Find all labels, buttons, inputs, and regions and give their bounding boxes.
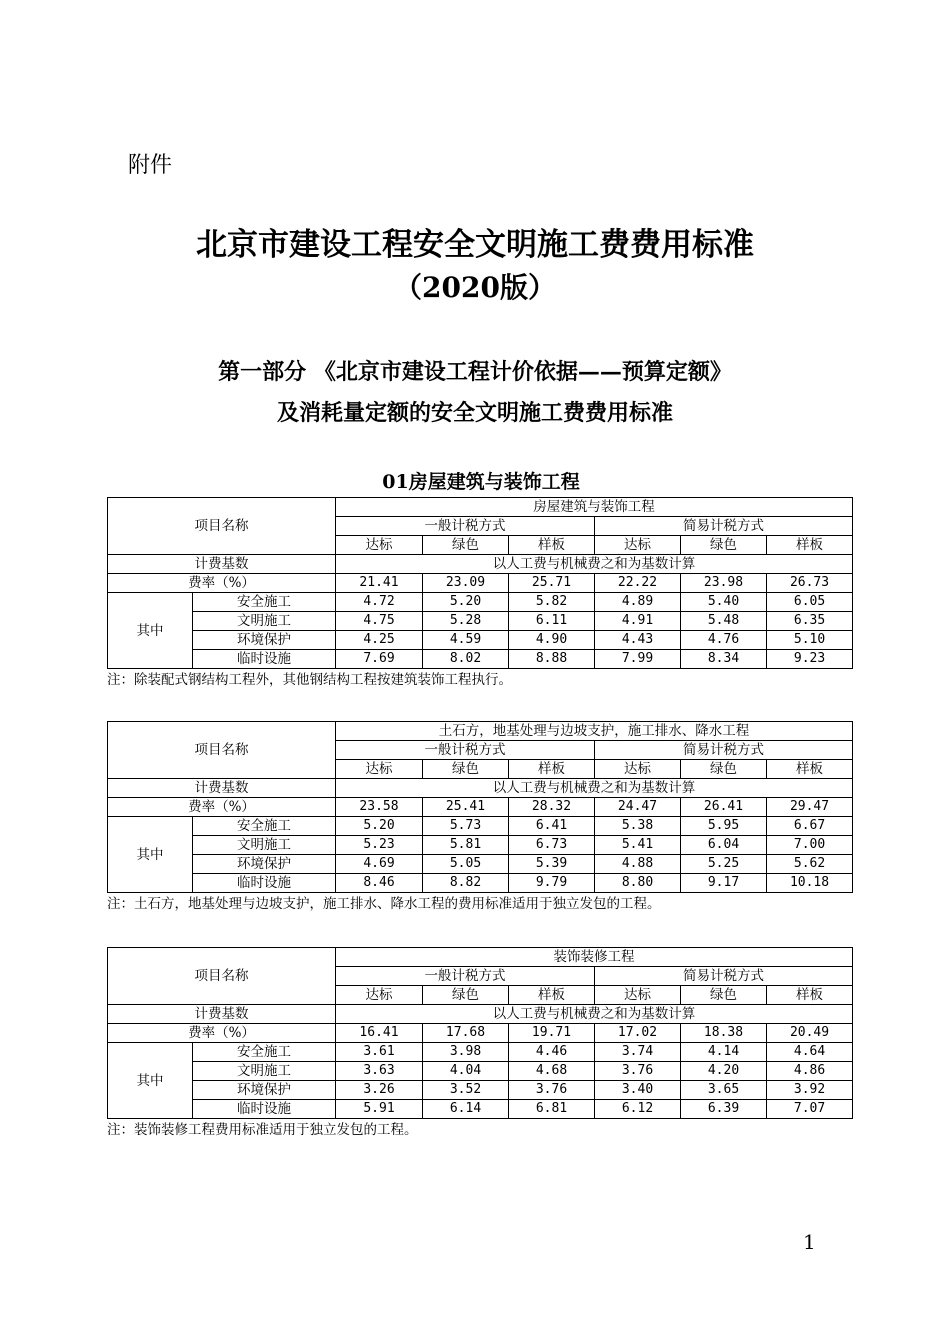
level-header: 绿色 (423, 760, 509, 779)
sub-item-value: 4.20 (681, 1062, 767, 1081)
sub-item-value: 4.89 (595, 593, 681, 612)
sub-item-value: 9.79 (509, 874, 595, 893)
level-header: 样板 (509, 536, 595, 555)
level-header: 样板 (509, 760, 595, 779)
rate-value: 23.58 (336, 798, 423, 817)
rate-row (108, 574, 853, 593)
fee-base-label: 计费基数 (108, 555, 336, 574)
sub-item-label: 临时设施 (193, 1100, 336, 1119)
sub-item-value: 5.05 (423, 855, 509, 874)
sub-item-label: 文明施工 (193, 1062, 336, 1081)
sub-item-value: 5.40 (681, 593, 767, 612)
sub-item-label: 文明施工 (193, 836, 336, 855)
fee-base-row (108, 1005, 853, 1024)
sub-item-value: 4.76 (681, 631, 767, 650)
sub-item-label: 环境保护 (193, 1081, 336, 1100)
rate-value: 21.41 (336, 574, 423, 593)
level-header: 样板 (767, 986, 853, 1005)
sub-item-value: 5.48 (681, 612, 767, 631)
sub-item-value: 3.52 (423, 1081, 509, 1100)
sub-item-value: 5.28 (423, 612, 509, 631)
sub-item-value: 6.12 (595, 1100, 681, 1119)
rate-value: 22.22 (595, 574, 681, 593)
sub-item-value: 4.14 (681, 1043, 767, 1062)
sub-item-value: 8.88 (509, 650, 595, 669)
table-note: 注：土石方，地基处理与边坡支护，施工排水、降水工程的费用标准适用于独立发包的工程。 (107, 896, 661, 912)
sub-item-value: 4.86 (767, 1062, 853, 1081)
level-header: 达标 (336, 536, 423, 555)
sub-item-value: 5.95 (681, 817, 767, 836)
rate-value: 17.68 (423, 1024, 509, 1043)
sub-item-row (108, 1081, 853, 1100)
sub-item-value: 3.61 (336, 1043, 423, 1062)
sub-item-value: 3.26 (336, 1081, 423, 1100)
sub-item-value: 5.73 (423, 817, 509, 836)
rate-label: 费率（%） (108, 798, 336, 817)
fee-base-label: 计费基数 (108, 779, 336, 798)
part-heading-line2: 及消耗量定额的安全文明施工费费用标准 (276, 400, 673, 426)
header-row (108, 498, 853, 517)
sub-item-label: 临时设施 (193, 874, 336, 893)
sub-item-row (108, 593, 853, 612)
sub-item-value: 4.25 (336, 631, 423, 650)
sub-item-value: 9.23 (767, 650, 853, 669)
annex-label: 附件 (128, 153, 173, 178)
item-name-header: 项目名称 (108, 722, 336, 779)
sub-item-label: 文明施工 (193, 612, 336, 631)
rate-value: 19.71 (509, 1024, 595, 1043)
sub-item-value: 5.41 (595, 836, 681, 855)
sub-item-row (108, 1062, 853, 1081)
document-title: 北京市建设工程安全文明施工费费用标准 (196, 227, 754, 263)
sub-item-value: 5.39 (509, 855, 595, 874)
sub-item-value: 4.46 (509, 1043, 595, 1062)
rate-value: 24.47 (595, 798, 681, 817)
level-header: 样板 (767, 760, 853, 779)
simple-tax-header: 简易计税方式 (595, 967, 853, 986)
sub-item-value: 5.91 (336, 1100, 423, 1119)
sub-item-row (108, 874, 853, 893)
sub-item-label: 安全施工 (193, 593, 336, 612)
category-header: 装饰装修工程 (336, 948, 853, 967)
sub-item-value: 6.14 (423, 1100, 509, 1119)
sub-item-label: 临时设施 (193, 650, 336, 669)
item-name-header: 项目名称 (108, 498, 336, 555)
sub-item-value: 8.02 (423, 650, 509, 669)
sub-item-value: 5.20 (336, 817, 423, 836)
rate-value: 23.09 (423, 574, 509, 593)
page-number: 1 (803, 1230, 816, 1254)
sub-item-value: 7.69 (336, 650, 423, 669)
sub-item-value: 8.80 (595, 874, 681, 893)
sub-item-row (108, 817, 853, 836)
fee-base-value: 以人工费与机械费之和为基数计算 (336, 1005, 853, 1024)
level-header: 样板 (767, 536, 853, 555)
level-header: 达标 (336, 760, 423, 779)
sub-item-value: 3.65 (681, 1081, 767, 1100)
simple-tax-header: 简易计税方式 (595, 517, 853, 536)
general-tax-header: 一般计税方式 (336, 967, 595, 986)
including-label: 其中 (108, 817, 193, 893)
sub-item-value: 7.99 (595, 650, 681, 669)
part-heading-line1: 第一部分 《北京市建设工程计价依据——预算定额》 (218, 359, 732, 385)
sub-item-label: 环境保护 (193, 855, 336, 874)
sub-item-value: 4.69 (336, 855, 423, 874)
level-header: 达标 (595, 536, 681, 555)
sub-item-row (108, 1043, 853, 1062)
fee-base-row (108, 779, 853, 798)
fee-base-value: 以人工费与机械费之和为基数计算 (336, 779, 853, 798)
fee-table (107, 497, 853, 669)
rate-value: 20.49 (767, 1024, 853, 1043)
sub-item-value: 4.75 (336, 612, 423, 631)
rate-value: 29.47 (767, 798, 853, 817)
rate-value: 18.38 (681, 1024, 767, 1043)
sub-item-value: 5.81 (423, 836, 509, 855)
section-title: 01房屋建筑与装饰工程 (382, 471, 580, 493)
sub-item-value: 5.20 (423, 593, 509, 612)
item-name-header: 项目名称 (108, 948, 336, 1005)
category-header: 土石方，地基处理与边坡支护，施工排水、降水工程 (336, 722, 853, 741)
sub-item-value: 6.67 (767, 817, 853, 836)
sub-item-value: 4.64 (767, 1043, 853, 1062)
sub-item-row (108, 631, 853, 650)
sub-item-value: 3.76 (595, 1062, 681, 1081)
sub-item-value: 4.43 (595, 631, 681, 650)
sub-item-value: 5.10 (767, 631, 853, 650)
sub-item-row (108, 650, 853, 669)
sub-item-value: 4.59 (423, 631, 509, 650)
sub-item-value: 5.25 (681, 855, 767, 874)
level-header: 达标 (595, 760, 681, 779)
document-subtitle: （2020版） (394, 271, 556, 304)
sub-item-value: 3.74 (595, 1043, 681, 1062)
sub-item-value: 6.11 (509, 612, 595, 631)
including-label: 其中 (108, 593, 193, 669)
sub-item-value: 6.81 (509, 1100, 595, 1119)
sub-item-label: 环境保护 (193, 631, 336, 650)
sub-item-value: 8.46 (336, 874, 423, 893)
rate-value: 16.41 (336, 1024, 423, 1043)
sub-item-value: 4.90 (509, 631, 595, 650)
sub-item-value: 5.62 (767, 855, 853, 874)
sub-item-value: 3.40 (595, 1081, 681, 1100)
category-header: 房屋建筑与装饰工程 (336, 498, 853, 517)
rate-row (108, 798, 853, 817)
rate-value: 26.73 (767, 574, 853, 593)
sub-item-value: 3.76 (509, 1081, 595, 1100)
sub-item-value: 6.39 (681, 1100, 767, 1119)
table-note: 注：除装配式钢结构工程外，其他钢结构工程按建筑装饰工程执行。 (107, 672, 512, 688)
table-note: 注：装饰装修工程费用标准适用于独立发包的工程。 (107, 1122, 418, 1138)
sub-item-value: 8.34 (681, 650, 767, 669)
sub-item-value: 6.41 (509, 817, 595, 836)
simple-tax-header: 简易计税方式 (595, 741, 853, 760)
sub-item-value: 4.68 (509, 1062, 595, 1081)
fee-base-value: 以人工费与机械费之和为基数计算 (336, 555, 853, 574)
rate-value: 23.98 (681, 574, 767, 593)
sub-item-value: 5.82 (509, 593, 595, 612)
level-header: 绿色 (681, 536, 767, 555)
rate-value: 17.02 (595, 1024, 681, 1043)
sub-item-row (108, 1100, 853, 1119)
rate-label: 费率（%） (108, 574, 336, 593)
fee-base-label: 计费基数 (108, 1005, 336, 1024)
rate-value: 25.71 (509, 574, 595, 593)
general-tax-header: 一般计税方式 (336, 517, 595, 536)
sub-item-value: 6.73 (509, 836, 595, 855)
sub-item-value: 4.88 (595, 855, 681, 874)
sub-item-value: 3.63 (336, 1062, 423, 1081)
including-label: 其中 (108, 1043, 193, 1119)
rate-label: 费率（%） (108, 1024, 336, 1043)
sub-item-value: 8.82 (423, 874, 509, 893)
rate-value: 26.41 (681, 798, 767, 817)
level-header: 绿色 (681, 760, 767, 779)
rate-value: 25.41 (423, 798, 509, 817)
fee-table (107, 947, 853, 1119)
level-header: 绿色 (681, 986, 767, 1005)
level-header: 达标 (595, 986, 681, 1005)
sub-item-value: 6.35 (767, 612, 853, 631)
level-header: 样板 (509, 986, 595, 1005)
fee-base-row (108, 555, 853, 574)
sub-item-value: 10.18 (767, 874, 853, 893)
level-header: 达标 (336, 986, 423, 1005)
rate-value: 28.32 (509, 798, 595, 817)
rate-row (108, 1024, 853, 1043)
sub-item-value: 6.04 (681, 836, 767, 855)
header-row (108, 722, 853, 741)
sub-item-value: 4.72 (336, 593, 423, 612)
sub-item-label: 安全施工 (193, 1043, 336, 1062)
level-header: 绿色 (423, 986, 509, 1005)
fee-table (107, 721, 853, 893)
sub-item-value: 3.92 (767, 1081, 853, 1100)
sub-item-value: 4.91 (595, 612, 681, 631)
sub-item-value: 9.17 (681, 874, 767, 893)
sub-item-value: 5.38 (595, 817, 681, 836)
sub-item-row (108, 612, 853, 631)
sub-item-label: 安全施工 (193, 817, 336, 836)
sub-item-value: 5.23 (336, 836, 423, 855)
sub-item-value: 6.05 (767, 593, 853, 612)
sub-item-value: 3.98 (423, 1043, 509, 1062)
level-header: 绿色 (423, 536, 509, 555)
general-tax-header: 一般计税方式 (336, 741, 595, 760)
sub-item-row (108, 836, 853, 855)
sub-item-value: 4.04 (423, 1062, 509, 1081)
sub-item-row (108, 855, 853, 874)
header-row (108, 948, 853, 967)
sub-item-value: 7.00 (767, 836, 853, 855)
sub-item-value: 7.07 (767, 1100, 853, 1119)
